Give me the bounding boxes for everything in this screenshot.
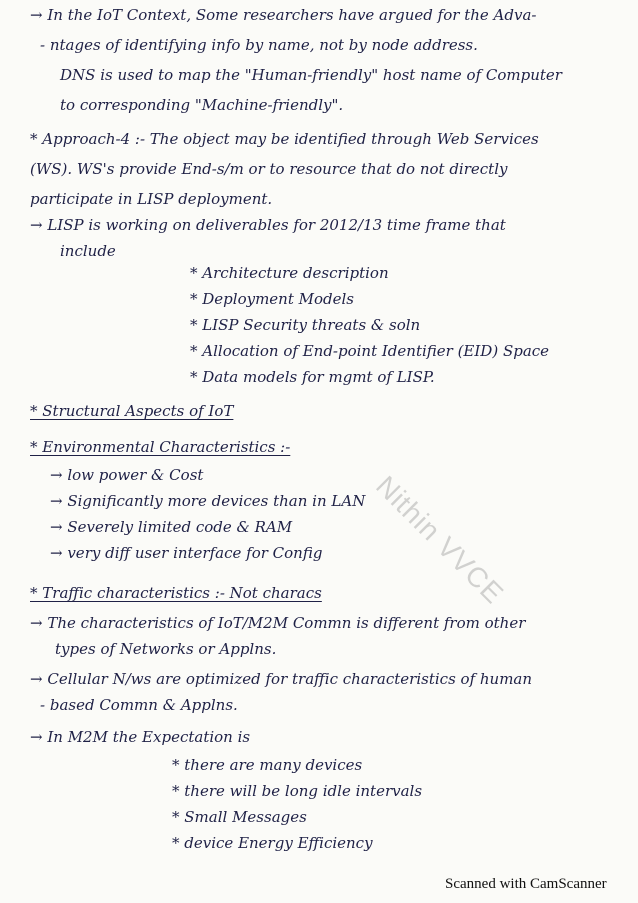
scanner-footer: Scanned with CamScanner (445, 876, 607, 892)
traffic-line-networks: types of Networks or Applns. (55, 640, 277, 658)
list-item-deployment-models: * Deployment Models (190, 290, 354, 308)
note-line-machine-friendly: to corresponding "Machine-friendly". (60, 96, 344, 114)
m2m-item-idle-intervals: * there will be long idle intervals (172, 782, 423, 800)
list-item-architecture: * Architecture description (190, 264, 389, 282)
env-item-more-devices: → Significantly more devices than in LAN (50, 492, 366, 510)
traffic-line-m2m-expectation: → In M2M the Expectation is (30, 728, 251, 746)
section-heading-environmental: * Environmental Characteristics :- (30, 438, 291, 456)
m2m-item-small-messages: * Small Messages (172, 808, 307, 826)
traffic-line-characteristics: → The characteristics of IoT/M2M Commn is different from other (30, 614, 526, 632)
note-line-lisp-deliverables: → LISP is working on deliverables for 2012/13 time frame that (30, 216, 506, 234)
list-item-lisp-security: * LISP Security threats & soln (190, 316, 421, 334)
note-line-ws-provide: (WS). WS's provide End-s/m or to resource that do not directly (30, 160, 508, 178)
env-item-low-power: → low power & Cost (50, 466, 204, 484)
list-item-eid-allocation: * Allocation of End-point Identifier (EID) Space (190, 342, 550, 360)
env-item-limited-ram: → Severely limited code & RAM (50, 518, 293, 536)
env-item-user-interface: → very diff user interface for Config (50, 544, 323, 562)
note-line-include: include (60, 242, 116, 260)
note-line-lisp-deployment: participate in LISP deployment. (30, 190, 273, 208)
note-line-dns: DNS is used to map the "Human-friendly" host name of Computer (60, 66, 562, 84)
m2m-item-energy-efficiency: * device Energy Efficiency (172, 834, 373, 852)
note-line-approach-4: * Approach-4 :- The object may be identified through Web Services (30, 130, 539, 148)
traffic-line-human-based: - based Commn & Applns. (40, 696, 238, 714)
watermark: Nithin VVCE (370, 470, 510, 610)
section-heading-structural-aspects: * Structural Aspects of IoT (30, 402, 234, 420)
m2m-item-many-devices: * there are many devices (172, 756, 363, 774)
note-line-iot-context: → In the IoT Context, Some researchers have argued for the Adva- (30, 6, 537, 24)
traffic-line-cellular: → Cellular N/ws are optimized for traffic characteristics of human (30, 670, 533, 688)
note-line-identifying-info: - ntages of identifying info by name, not by node address. (40, 36, 478, 54)
list-item-data-models: * Data models for mgmt of LISP. (190, 368, 435, 386)
section-heading-traffic: * Traffic characteristics :- Not characs (30, 584, 322, 602)
